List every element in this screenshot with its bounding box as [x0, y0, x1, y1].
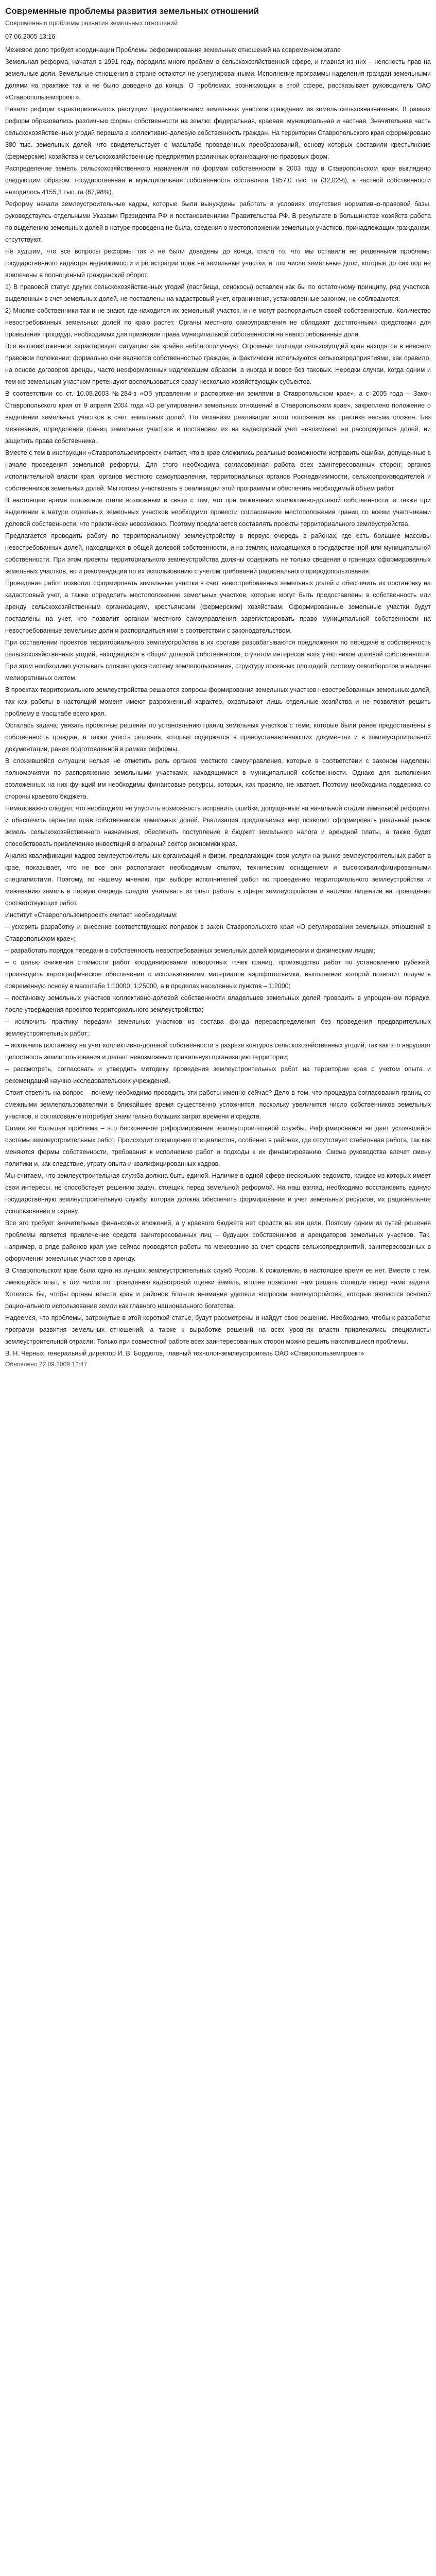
article-paragraph: В Ставропольском крае была одна из лучших землеустроительных служб России. К сожалению, в настоящее время ее нет. Вместе с тем, имеющийся опыт, в том числе по проведению кадастровой оценки земель, вполне позволяет нам решать стоящие перед нами задачи. Хотелось бы, чтобы органы власти края и районов больше внимания уделяли вопросам землеустройства, которые являются основой рационального использования земли как главного национального богатства. — [5, 1267, 431, 1310]
article-paragraph: Предлагается проводить работу по территориальному землеустройству в первую очередь в районах, где есть большие массивы невостребованных долей, находящихся в общей долевой собственности, и на землях, находящихся в государственной или муниципальной собственности. При этом проекты территориального землеустройства должны содержать не только сведения о границах сформированных земельных участков, но и рекомендации по их использованию с учетом требований рационального природопользования. — [5, 532, 431, 575]
article-paragraph: Осталась задача: увязать проектные решения по установлению границ земельных участков с теми, которые были ранее предоставлены в собственность граждан, а также учесть решения, которые содержатся в правоустанавливающих документах и в землеустроительной документации, ранее подготовленной в рамках реформы. — [5, 722, 431, 753]
article-paragraph: В соответствии со ст. 10.08.2003 №284-з «Об управлении и распоряжении землями в Ставропольском крае», а с 2005 года – Закон Ставропольского края от 9 апреля 2004 года «О регулировании земельных отношений в Ставропольском крае», закреплено положение о выделении земельных участков в счет земельных долей. Но механизм реализации этого положения на практике весьма сложен. Без межевания, определения границ земельных участков и постановки их на кадастровый учет невозможно ни распорядиться долей, ни защитить права собственника. — [5, 390, 431, 445]
article-paragraph: Реформу начали землеустроительные кадры, которые были вынуждены работать в условиях отсутствия нормативно-правовой базы, руководствуясь отдельными Указами Президента РФ и постановлениями Правительства РФ. В результате в большинстве хозяйств работа по выделению земельных долей в натуре проведена не была, сведения о местоположении земельных участков, принадлежащих гражданам, отсутствуют. — [5, 200, 431, 243]
article-paragraph: Все это требует значительных финансовых вложений, а у краевого бюджета нет средств на эти цели. Поэтому одним из путей решения проблемы является привлечение средств заинтересованных лиц – будущих собственников и арендаторов земельных участков. Так, например, в ряде районов края уже сейчас проводятся работы по межеванию за счет средств сельхозпредприятий, заинтересованных в оформлении земельных участков в аренду. — [5, 1219, 431, 1262]
article-paragraph: Земельная реформа, начатая в 1991 году, породила много проблем в сельскохозяйственной сфере, и главная из них – неясность прав на земельные доли. Земельные отношения в стране остаются не урегулированными. Исполнение программы наделения граждан земельными долями на практике так и не было доведено до конца. О проблемах, возникающих в этой сфере, рассказывает руководитель ОАО «Ставропольземпроект». — [5, 58, 431, 101]
article-paragraph: В сложившейся ситуации нельзя не отметить роль органов местного самоуправления, которые в соответствии с законом наделены полномочиями по распоряжению земельными участками, находящимися в муниципальной собственности. Однако для выполнения возложенных на них функций им необходимы финансовые ресурсы, которых, как правило, не хватает. Поэтому необходима поддержка со стороны краевого бюджета. — [5, 757, 431, 800]
article-paragraph: Распределение земель сельскохозяйственного назначения по формам собственности в 2003 году в Ставропольском крае выглядело следующим образом: государственная и муниципальная собственность составляла 1957,0 тыс. га (32,02%), в частной собственности находилось 4155,3 тыс. га (67,98%). — [5, 165, 431, 196]
article-list-item: – разработать порядок передачи в собственность невостребованных земельных долей юридическим и физическим лицам; — [5, 947, 375, 954]
article-list-item: – исключить практику передачи земельных участков из состава фонда перераспределения без проведения предварительных землеустроительных работ; — [5, 1018, 431, 1037]
page-title: Современные проблемы развития земельных отношений — [5, 6, 259, 16]
page-subtitle: Современные проблемы развития земельных отношений — [5, 20, 178, 27]
article-author: В. Н. Черных, генеральный директор И. В. Бордюгов, главный технолог-землеустроитель ОАО «Ставропольземпроект» — [5, 1350, 364, 1357]
article-body — [5, 44, 431, 1348]
article-paragraph: Начало реформ характеризовалось растущим предоставлением земельных участков гражданам из земель сельхозназначения. В рамках реформ образовались различные формы собственности на землю: федеральная, краевая, муниципальная и частная. Значительная часть сельскохозяйственных угодий перешла в коллективно-долевую собственность граждан. На территории Ставропольского края сформировано 380 тыс. земельных долей, что свидетельствует о масштабе проведенных преобразований, основу которых составили крестьянские (фермерские) хозяйства и сельскохозяйственные предприятия различных организационно-правовых форм. — [5, 106, 431, 160]
article-paragraph: При составлении проектов территориального землеустройства в их составе разрабатываются предложения по передаче в собственность сельскохозяйственных угодий, находящихся в общей долевой собственности, с учетом интересов всех участников долевой собственности. При этом необходимо учитывать сложившуюся систему землепользования, структуру посевных площадей, систему севооборотов и наличие мелиоративных систем. — [5, 639, 431, 682]
article-paragraph: Не худшим, что все вопросы реформы так и не были доведены до конца, стало то, что мы оставили не решенными проблемы государственного кадастра недвижимости и регистрации прав на земельные участки, в том числе земельные доли, которые до сих пор не вовлечены в полноценный гражданский оборот. — [5, 248, 431, 279]
updated-date: Обновлено 22.09.2009 12:47 — [5, 1361, 88, 1368]
article-paragraph: 1) В правовой статус других сельскохозяйственных угодий (пастбища, сенокосы) оставлен как бы по остаточному принципу, ряд участков, выделенных в счет земельных долей, не поставлены на кадастровый учет, ограничения, установленные законом, не соблюдаются. — [5, 283, 431, 302]
article-paragraph: Мы считаем, что землеустроительная служба должна быть единой. Наличие в одной сфере нескольких ведомств, каждое из которых имеет свои интересы, не способствует решению задач, стоящих перед земельной реформой. На наш взгляд, необходимо восстановить единую государственную землеустроительную службу, которая должна обеспечить формирование и учет земельных ресурсов, их рациональное использование и охрану. — [5, 1172, 431, 1215]
publish-date: 07.06.2005 13:16 — [5, 33, 56, 40]
article-paragraph: Институт «Ставропольземпроект» считает необходимым: — [5, 911, 178, 919]
article-list-item: – исключить постановку на учет коллективно-долевой собственности в разрезе контуров сельскохозяйственных угодий, так как это нарушает целостность землепользования и делает невозможным правильную организацию территории; — [5, 1042, 431, 1061]
article-list-item: – ускорить разработку и внесение соответствующих поправок в закон Ставропольского края «О регулировании земельных отношений в Ставропольском крае»; — [5, 923, 431, 942]
article-paragraph: Все вышеизложенное характеризует ситуацию как крайне неблагополучную. Огромные площади сельхозугодий края находятся в неясном правовом положении: формально они являются собственностью граждан, а фактически используются сельхозпредприятиями, как правило, на основе договоров аренды, часто неоформленных надлежащим образом, а иногда и вовсе без таковых. Нередки случаи, когда одним и тем же земельным участком претендуют воспользоваться сразу несколько хозяйствующих субъектов. — [5, 343, 431, 385]
article-paragraph: В настоящее время отложение стали возможным в связи с тем, что при межевании коллективно-долевой собственности, а также при выделении в натуре отдельных земельных участков необходимо провести согласование местоположения границ со всеми участниками долевой собственности, что практически невозможно. Поэтому предлагается составлять проекты территориального землеустройства. — [5, 497, 431, 528]
article-list-item: – постановку земельных участков коллективно-долевой собственности владельцев земельных долей проводить в упрощенном порядке, после утверждения проектов территориального землеустройства; — [5, 994, 431, 1013]
article-paragraph: Самая же большая проблема – это бесконечное реформирование землеустроительной службы. Реформирование не дает устоявшейся системы землеустроительных работ. Происходит сокращение специалистов, особенно в районах, где отсутствует стабильная работа, так как меняются формы собственности, требования к исполнению работ и подходы к их финансированию. Смена руководства влечет смену политики и, как следствие, утрату опыта и квалифицированных кадров. — [5, 1125, 431, 1167]
article-paragraph: Вместе с тем в инструкции «Ставропольземпроект» считает, что в крае сложились реальные возможности исправить ошибки, допущенные в начале проведения земельной реформы. Для этого необходима согласованная работа всех заинтересованных сторон: органов исполнительной власти края, органов местного самоуправления, территориальных органов Роснедвижимости, сельхозпроизводителей и собственников земельных долей. Мы готовы участвовать в реализации этой программы и обеспечить необходимый объем работ. — [5, 449, 431, 492]
article-paragraph: Надеемся, что проблемы, затронутые в этой короткой статье, будут рассмотрены и найдут свое решение. Необходимо, чтобы к разработке программ развития земельных отношений, а также к выработке решений на всех уровнях власти привлекались специалисты землеустроительной отрасли. Только при совместной работе всех заинтересованных сторон можно решить накопившиеся проблемы. — [5, 1314, 431, 1345]
article-paragraph: Анализ квалификации кадров землеустроительных организаций и фирм, предлагающих свои услуги на рынке землеустроительных работ в крае, показывает, что не все они располагают необходимым опытом, техническим оснащением и высококвалифицированными специалистами. Поэтому, по нашему мнению, при выборе исполнителей работ по проведению территориального землеустройства и межеванию земель в первую очередь следует учитывать их опыт работы в сфере землеустройства и наличие лицензии на проведение соответствующих работ. — [5, 852, 431, 907]
article-paragraph: Стоит ответить на вопрос – почему необходимо проводить эти работы именно сейчас? Дело в том, что процедура согласования границ со смежными землепользователями в ближайшее время существенно усложнится, поскольку увеличится число собственников земельных участков, и согласование потребует значительно больших затрат времени и средств. — [5, 1089, 431, 1120]
article-list-item: – рассмотреть, согласовать и утвердить методику проведения землеустроительных работ на территории края с учетом опыта и рекомендаций научно-исследовательских учреждений. — [5, 1065, 431, 1084]
article-paragraph: В проектах территориального землеустройства решаются вопросы формирования земельных участков невостребованных земельных долей, так как работы в настоящий момент имеют разрозненный характер, охватывают лишь отдельные хозяйства и не позволяют решить проблему в масштабе всего края. — [5, 686, 431, 717]
article-list-item: – с целью снижения стоимости работ координирование поворотных точек границ, производство работ по установлению рубежей, производить картографическое обеспечение с использованием материалов аэрофотосъемки, выполнение которой позволит получить современную основу в масштабе 1:10000, 1:25000, а в пределах населенных пунктов – 1:2000; — [5, 959, 431, 990]
article-paragraph: Немаловажно следует, что необходимо не упустить возможность исправить ошибки, допущенные на начальной стадии земельной реформы, и обеспечить гарантии прав собственников земельных долей. Реализация предлагаемых мер позволит сформировать реальный рынок земель сельскохозяйственного назначения, обеспечить поступление в бюджет земельного налога и арендной платы, а также будет способствовать привлечению инвестиций в аграрный сектор экономики края. — [5, 805, 431, 848]
article-paragraph: Проведение работ позволит сформировать земельные участки в счет невостребованных земельных долей и обеспечить их постановку на кадастровый учет, а также определить местоположение земельных участков, которые могут быть предоставлены в собственность или аренду сельскохозяйственным организациям, крестьянским (фермерским) хозяйствам. Сформированные земельные участки будут поставлены на учет, что позволит органам местного самоуправления зарегистрировать право муниципальной собственности на невостребованные земельные доли и распорядиться ими в соответствии с законодательством. — [5, 580, 431, 634]
article-paragraph: Межевое дело требует координации Проблемы реформирования земельных отношений на современном этапе — [5, 46, 341, 54]
article-paragraph: 2) Многие собственники так и не знают, где находится их земельный участок, и не могут распорядиться своей собственностью. Количество невостребованных земельных долей по краю растет. Органы местного самоуправления не обладают достаточными средствами для проведения процедур, необходимых для признания права муниципальной собственности на невостребованные доли. — [5, 307, 431, 338]
